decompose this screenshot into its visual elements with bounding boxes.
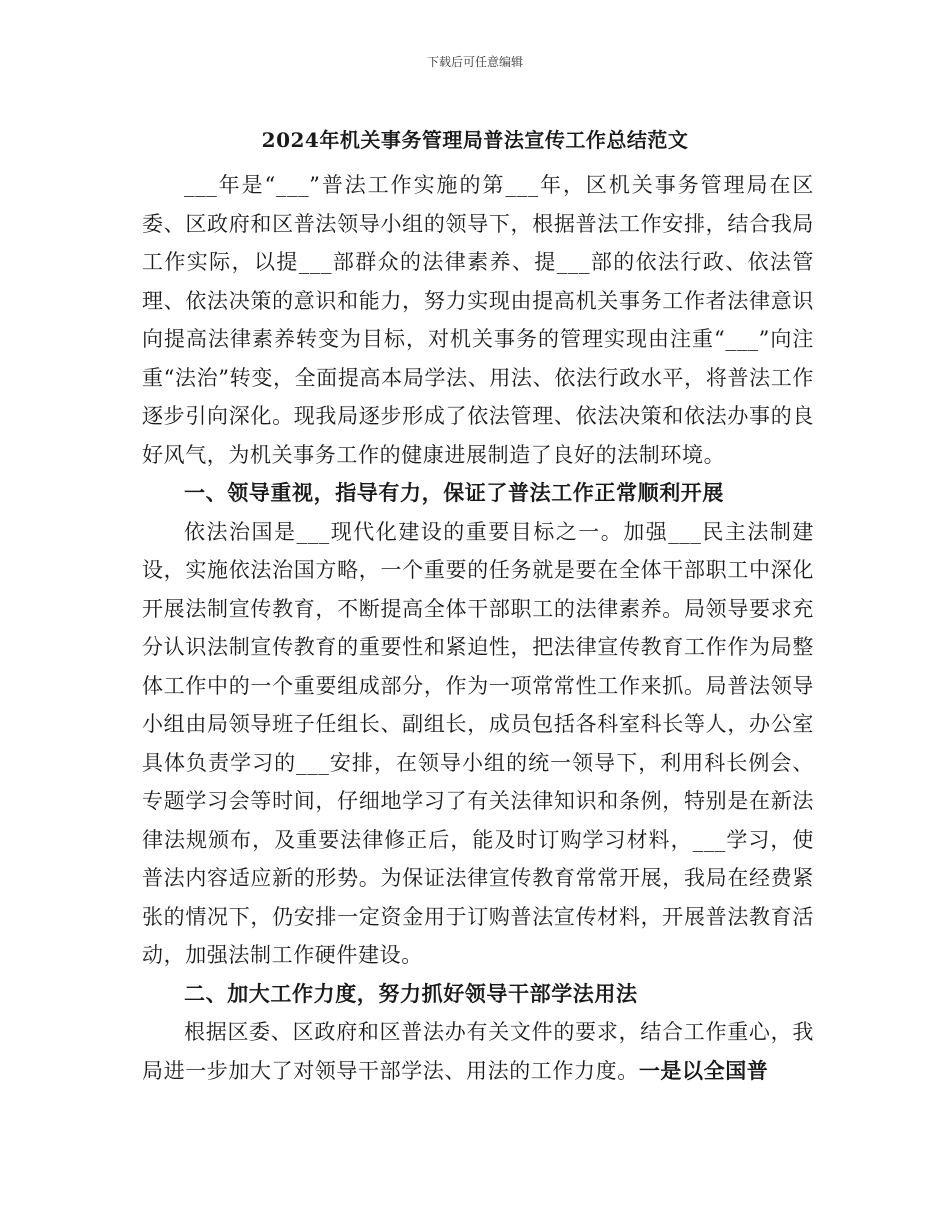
- section-heading-1: 一、领导重视，指导有力，保证了普法工作正常顺利开展: [184, 480, 724, 505]
- section-heading-2: 二、加大工作力度，努力抓好领导干部学法用法: [184, 980, 638, 1006]
- page-title: 2024年机关事务管理局普法宣传工作总结范文: [261, 128, 689, 152]
- header-note: 下载后可任意编辑: [426, 55, 523, 69]
- section-2-text: 根据区委、区政府和区普法办有关文件的要求，结合工作重心，我局进一步加大了对领导干部学法、用法的工作力度。: [142, 1020, 814, 1083]
- section-2-paragraph: [142, 1013, 814, 1090]
- intro-paragraph: ___年是“___”普法工作实施的第___年，区机关事务管理局在区委、区政府和区普法领导小组的领导下，根据普法工作安排，结合我局工作实际，以提___部群众的法律素养、提___部的依法行政、依法管理、依法决策的意识和能力，努力实现由提高机关事务工作者法律意识向提高法律素养转变为目标，对机关事务的管理实现由注重“___”向注重“法治”转变，全面提高本局学法、用法、依法行政水平，将普法工作逐步引向深化。现我局逐步形成了依法管理、依法决策和依法办事的良好风气，为机关事务工作的健康进展制造了良好的法制环境。: [142, 173, 814, 467]
- document-body: [142, 166, 814, 1090]
- section-2-bold-text: 一是以全国普: [638, 1057, 769, 1083]
- section-1-paragraph: 依法治国是___现代化建设的重要目标之一。加强___民主法制建设，实施依法治国方略，一个重要的任务就是要在全体干部职工中深化开展法制宣传教育，不断提高全体干部职工的法律素养。局领导要求充分认识法制宣传教育的重要性和紧迫性，把法律宣传教育工作作为局整体工作中的一个重要组成部分，作为一项常常性工作来抓。局普法领导小组由局领导班子任组长、副组长，成员包括各科室科长等人，办公室具体负责学习的___安排，在领导小组的统一领导下，利用科长例会、专题学习会等时间，仔细地学习了有关法律知识和条例，特别是在新法律法规颁布，及重要法律修正后，能及时订购学习材料，___学习，使普法内容适应新的形势。为保证法律宣传教育常常开展，我局在经费紧张的情况下，仍安排一定资金用于订购普法宣传材料，开展普法教育活动，加强法制工作硬件建设。: [142, 519, 814, 967]
